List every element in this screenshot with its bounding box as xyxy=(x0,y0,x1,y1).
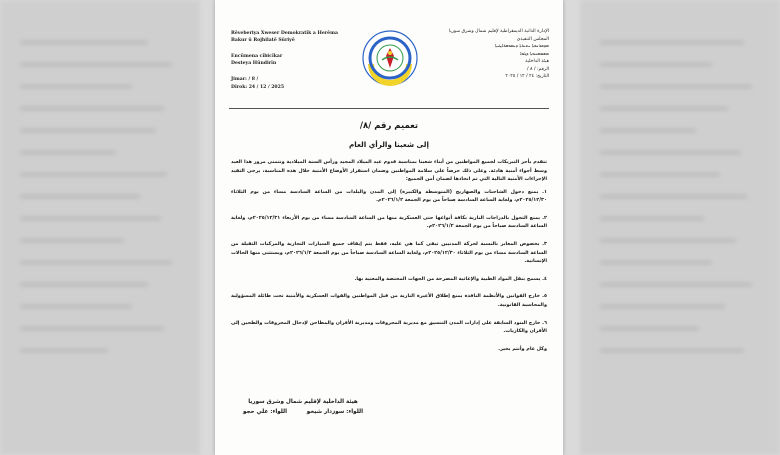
header-right-line5: هيئة الداخلية xyxy=(525,59,549,65)
header-left-line2: Bakur û Rojhilatê Sûriyê xyxy=(231,38,295,44)
header-right-line4: ܡܫܡܫܢܘܬܐ ܕܓܘܐ xyxy=(520,51,549,57)
header-right-line3: ܡܕܒܪܢܘܬܐ ܝܬܝܪܬܐ ܕܝܡܘܩܪܐܛܝܬܐ xyxy=(495,44,549,50)
header-left-date: Dîrok: 24 / 12 / 2025 xyxy=(231,84,285,90)
circular-body xyxy=(231,158,547,357)
circular-title: تعميم رقم /٨/ xyxy=(359,121,419,131)
header-left-kurdish xyxy=(231,30,349,91)
header-divider xyxy=(229,108,549,109)
blurred-background-left xyxy=(0,0,200,455)
header-left-line3: Encûmena cîbicîkar xyxy=(231,54,283,60)
signature-name-1: اللواء: سوزدار شيخو xyxy=(306,408,363,415)
blurred-background-right xyxy=(580,0,780,455)
addressee-line: إلى شعبنا والرأي العام xyxy=(349,140,429,149)
administration-emblem-icon xyxy=(362,30,418,86)
signature-block xyxy=(243,398,363,418)
header-right-arabic xyxy=(431,28,549,81)
header-right-line2: المجلس التنفيذي xyxy=(516,36,549,42)
signature-authority: هيئة الداخلية لإقليم شمال وشرق سوريا xyxy=(248,399,358,405)
header-left-line4: Desteya Hûndirîn xyxy=(231,61,277,67)
header-right-number: الرقم: / ٨ / xyxy=(527,66,549,72)
list-item: ٥. خارج القوانين والأنظمة النافذة يمنع إطلاق الأعيرة النارية من قبل المواطنين والقوات العسكرية والأمنية تحت طائلة المسؤولية والمحاسبة القانونية. xyxy=(231,293,547,308)
intro-paragraph: تتقدم بأحر التبريكات لجميع المواطنين من أبناء شعبنا بمناسبة قدوم عيد الميلاد المجيد ورأس السنة الميلادية ونتمنى مرور هذا العيد وسط أجواء أمنية هادئة. وعلى ذلك حرصاً على سلامة المواطنين وضمان استقرار الأوضاع الأمنية خلال هذه المناسبة، يرجى التقيد الإجراءات الأمنية التالية التي تم اتخاذها لضمان أمن الجميع: xyxy=(231,159,547,183)
header-right-line1: الإدارة الذاتية الديمقراطية لإقليم شمال وشرق سوريا xyxy=(448,29,549,34)
list-item: ١. يمنع دخول الشاحنات والصهاريج (المتوسطة والكبيرة) إلى المدن والبلدات من الساعة السادسة مساء من يوم الثلاثاء ٢٠٢٥/١٢/٣٠م، ولغاية الساعة السادسة صباحاً من يوم الجمعة ٢٠٢٦/١/٢م. xyxy=(231,188,547,204)
list-item: ٣. بخصوص المعابر بالنسبة لحركة المدنيين تبقى كما هي عليه، فقط يتم إيقاف جميع السيارات التجارية والمركبات الثقيلة من الساعة السادسة مساء من يوم الثلاثاء ٢٠٢٥/١٢/٣٠م، ولغاية الساعة السادسة صباحاً من يوم الجمعة ٢٠٢٦/١/٢م، ويستثنى منها الحالات الإنسانية. xyxy=(231,241,547,265)
list-item: ٢. يمنع التجول بالدراجات النارية بكافة أنواعها حتى العسكرية منها من الساعة السادسة مساء من يوم الأربعاء ٢٠٢٥/١٢/٣١م، ولغاية الساعة السادسة صباحاً من يوم الجمعة ٢٠٢٦/١/٢م. xyxy=(231,214,547,230)
list-item: ٤. يسمح بنقل المواد الطبية والإغاثية المصرحة من الجهات المختصة والمعنية بها. xyxy=(354,275,547,282)
header-right-date: التاريخ: ٢٤ / ١٢ / ٢٠٢٥ xyxy=(505,74,549,80)
signature-name-2: اللواء: علي حجو xyxy=(243,408,288,415)
header-left-line1: Rêveberiya Xweser Demokratîk a Herêma xyxy=(231,31,338,36)
closing-line: وكل عام وأنتم بخير. xyxy=(498,345,547,352)
header-left-number: Jimar: / 8 / xyxy=(231,77,259,83)
document-page xyxy=(215,0,563,455)
list-item: ٦. خارج البنود السابقة على إدارات المدن التنسيق مع مديرية المحروقات ومديرية الأفران والمطاحن لإدخال المحروقات والطحين إلى الأفران والكازيات. xyxy=(231,319,547,335)
